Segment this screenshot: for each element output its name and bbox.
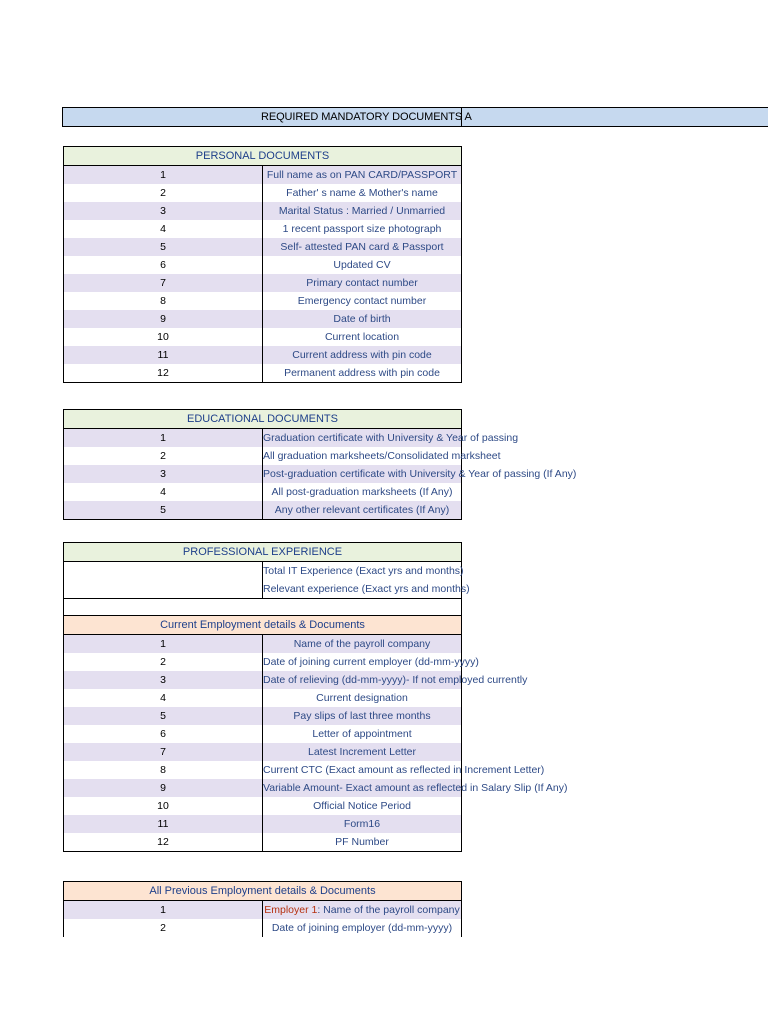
row-number: 3 — [64, 202, 263, 220]
row-text: Father' s name & Mother's name — [263, 184, 462, 202]
row-text: Name of the payroll company — [263, 635, 462, 654]
row-number: 7 — [64, 743, 263, 761]
row-number: 1 — [64, 635, 263, 654]
previous-employment-table — [63, 881, 462, 937]
row-number: 5 — [64, 238, 263, 256]
row-number: 4 — [64, 220, 263, 238]
employer-field: : Name of the payroll company — [317, 904, 460, 916]
table-row[interactable] — [64, 184, 462, 202]
table-row[interactable] — [64, 328, 462, 346]
row-text: Latest Increment Letter — [263, 743, 462, 761]
row-text: Current designation — [263, 689, 462, 707]
section-header: PERSONAL DOCUMENTS — [64, 147, 462, 166]
table-row[interactable] — [64, 364, 462, 383]
spacer-row — [64, 599, 462, 616]
section-header: PROFESSIONAL EXPERIENCE — [64, 543, 462, 562]
row-text: Form16 — [263, 815, 462, 833]
row-number: 12 — [64, 833, 263, 852]
professional-experience-table — [63, 542, 568, 852]
row-number: 8 — [64, 292, 263, 310]
row-text: Current CTC (Exact amount as reflected in Increment Letter) — [263, 761, 462, 779]
table-row[interactable] — [64, 346, 462, 364]
table-row[interactable] — [64, 653, 462, 671]
row-number: 9 — [64, 310, 263, 328]
row-number — [64, 562, 263, 581]
employer-label: Employer 1 — [264, 904, 318, 916]
row-text: Date of joining current employer (dd-mm-yyyy) — [263, 653, 462, 671]
row-number: 6 — [64, 725, 263, 743]
table-row[interactable] — [64, 292, 462, 310]
row-number: 1 — [64, 901, 263, 920]
row-text: 1 recent passport size photograph — [263, 220, 462, 238]
row-text: Letter of appointment — [263, 725, 462, 743]
row-number: 2 — [64, 653, 263, 671]
table-row[interactable] — [64, 166, 462, 185]
row-number: 3 — [64, 671, 263, 689]
personal-documents-table — [63, 146, 462, 383]
table-row[interactable] — [64, 901, 462, 920]
table-row[interactable] — [64, 501, 462, 520]
table-row[interactable] — [64, 580, 462, 599]
row-text: Any other relevant certificates (If Any) — [263, 501, 462, 520]
row-number: 9 — [64, 779, 263, 797]
row-text: Self- attested PAN card & Passport — [263, 238, 462, 256]
row-number: 6 — [64, 256, 263, 274]
row-text: Permanent address with pin code — [263, 364, 462, 383]
table-row[interactable] — [64, 465, 462, 483]
table-row[interactable] — [64, 310, 462, 328]
row-text: Full name as on PAN CARD/PASSPORT — [263, 166, 462, 185]
row-text: All graduation marksheets/Consolidated marksheet — [263, 447, 462, 465]
table-row[interactable] — [64, 707, 462, 725]
row-number: 10 — [64, 797, 263, 815]
row-text: Variable Amount- Exact amount as reflected in Salary Slip (If Any) — [263, 779, 462, 797]
table-row[interactable] — [64, 689, 462, 707]
row-text: All post-graduation marksheets (If Any) — [263, 483, 462, 501]
row-number: 1 — [64, 166, 263, 185]
table-row[interactable] — [64, 238, 462, 256]
row-number: 2 — [64, 447, 263, 465]
table-row[interactable] — [64, 562, 462, 581]
row-number: 1 — [64, 429, 263, 448]
table-row[interactable] — [64, 635, 462, 654]
row-text: Current location — [263, 328, 462, 346]
table-row[interactable] — [64, 256, 462, 274]
row-text: Date of relieving (dd-mm-yyyy)- If not employed currently — [263, 671, 462, 689]
row-number: 10 — [64, 328, 263, 346]
table-row[interactable] — [64, 833, 462, 852]
table-row[interactable] — [64, 815, 462, 833]
row-text: Official Notice Period — [263, 797, 462, 815]
table-row[interactable] — [64, 797, 462, 815]
table-row[interactable] — [64, 761, 462, 779]
row-number: 11 — [64, 815, 263, 833]
row-number: 2 — [64, 184, 263, 202]
section-header: EDUCATIONAL DOCUMENTS — [64, 410, 462, 429]
row-text: Primary contact number — [263, 274, 462, 292]
row-number: 12 — [64, 364, 263, 383]
table-row[interactable] — [64, 429, 462, 448]
row-number: 5 — [64, 707, 263, 725]
title-bar — [62, 107, 768, 127]
row-text: Marital Status : Married / Unmarried — [263, 202, 462, 220]
row-number: 4 — [64, 483, 263, 501]
table-row[interactable] — [64, 220, 462, 238]
row-number: 7 — [64, 274, 263, 292]
row-number: 3 — [64, 465, 263, 483]
row-number: 11 — [64, 346, 263, 364]
table-row[interactable] — [64, 743, 462, 761]
table-row[interactable] — [64, 447, 462, 465]
row-text: Date of birth — [263, 310, 462, 328]
row-text: Total IT Experience (Exact yrs and months) — [263, 562, 462, 581]
row-text: Graduation certificate with University & Year of passing — [263, 429, 462, 448]
row-text: Updated CV — [263, 256, 462, 274]
row-text: Pay slips of last three months — [263, 707, 462, 725]
row-text — [263, 901, 462, 920]
table-row[interactable] — [64, 202, 462, 220]
table-row[interactable] — [64, 671, 462, 689]
row-number — [64, 580, 263, 599]
table-row[interactable] — [64, 725, 462, 743]
educational-documents-table — [63, 409, 577, 520]
row-text: PF Number — [263, 833, 462, 852]
row-text: Emergency contact number — [263, 292, 462, 310]
page-title: REQUIRED MANDATORY DOCUMENTS A — [261, 111, 472, 123]
table-row[interactable] — [64, 779, 462, 797]
row-text: Post-graduation certificate with University & Year of passing (If Any) — [263, 465, 462, 483]
section-header: All Previous Employment details & Documents — [64, 882, 462, 901]
table-row[interactable] — [64, 483, 462, 501]
table-row[interactable] — [64, 274, 462, 292]
section-header: Current Employment details & Documents — [64, 616, 462, 635]
row-number: 8 — [64, 761, 263, 779]
row-number: 4 — [64, 689, 263, 707]
row-number: 5 — [64, 501, 263, 520]
table-row[interactable] — [64, 919, 462, 937]
row-text: Relevant experience (Exact yrs and months) — [263, 580, 462, 599]
row-text: Date of joining employer (dd-mm-yyyy) — [263, 919, 462, 937]
row-text: Current address with pin code — [263, 346, 462, 364]
title-cell[interactable] — [62, 107, 472, 127]
row-number: 2 — [64, 919, 263, 937]
empty-cell — [64, 599, 462, 616]
